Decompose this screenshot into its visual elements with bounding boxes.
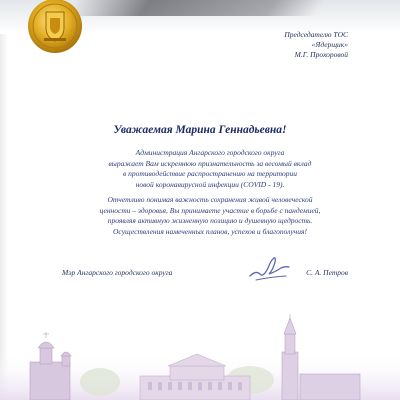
paragraph-line: ценности – здоровья, Вы принимаете участие в борьбе с пандемией,: [99, 205, 321, 215]
church-icon: [30, 332, 71, 400]
addressee-line: М.Г. Прохоровой: [294, 50, 348, 59]
letter-greeting: Уважаемая Марина Геннадьевна!: [113, 124, 287, 136]
top-dark-stripe: [64, 0, 325, 16]
city-skyline-illustration: [0, 312, 400, 400]
addressee-block: [218, 30, 348, 60]
addressee-line: «Ядерщик»: [311, 40, 348, 49]
gold-emblem-seal-icon: [22, 0, 88, 60]
signer-name: С. А. Петров: [306, 268, 348, 277]
paragraph-line: выражает Вам искреннюю признательность за весомый вклад: [108, 158, 312, 168]
paragraph-line: новой коронавирусной инфекции (COVID - 19).: [135, 179, 285, 189]
letter-paragraph-2: [70, 195, 350, 237]
letter-paragraph-1: [70, 148, 350, 190]
paragraph-line: Осуществления намеченных планов, успехов и благополучия!: [113, 226, 307, 236]
signature-row: [62, 268, 362, 288]
signer-title: Мэр Ангарского городского округа: [62, 268, 173, 277]
paragraph-line: Администрация Ангарского городского округа: [135, 148, 285, 157]
addressee-line: Председателю ТОС: [284, 30, 348, 39]
paragraph-line: в противодействие распространению на территории: [122, 169, 298, 179]
handwritten-signature: [246, 254, 292, 284]
paragraph-line: проявляя активную жизненную позицию и душевную щедрость.: [107, 216, 313, 226]
paragraph-line: Отчетливо понимая важность сохранения живой человеческой: [107, 195, 313, 204]
